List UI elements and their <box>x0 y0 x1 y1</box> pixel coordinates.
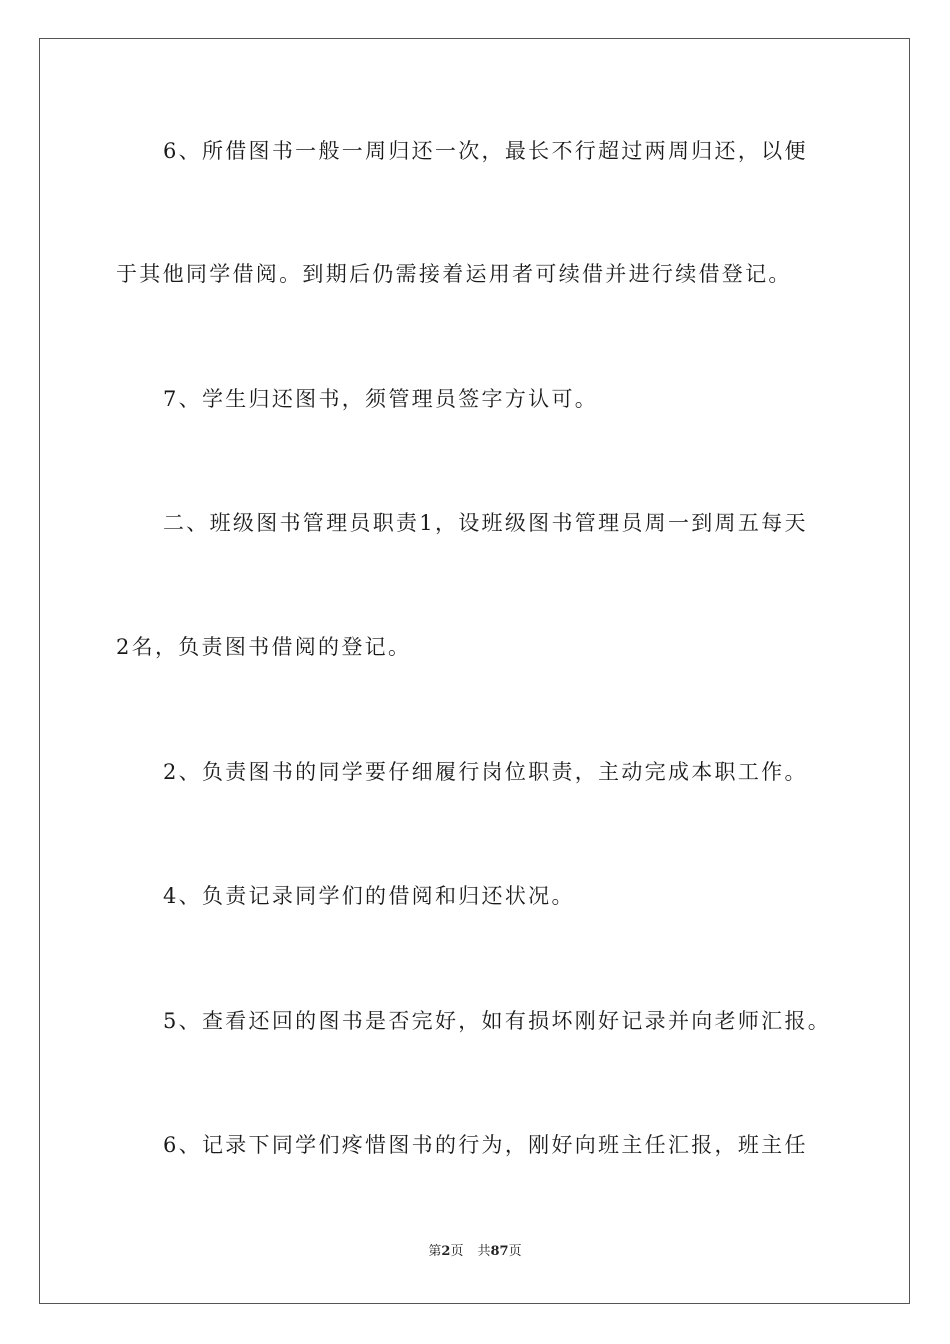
paragraph-line-4: 二、班级图书管理员职责1，设班级图书管理员周一到周五每天 <box>163 511 808 535</box>
paragraph-line-8: 5、查看还回的图书是否完好，如有损坏刚好记录并向老师汇报。 <box>163 1009 832 1033</box>
paragraph-line-9: 6、记录下同学们疼惜图书的行为，刚好向班主任汇报，班主任 <box>163 1133 808 1157</box>
paragraph-line-3: 7、学生归还图书，须管理员签字方认可。 <box>163 387 599 411</box>
page-footer <box>0 1244 950 1260</box>
paragraph-line-6: 2、负责图书的同学要仔细履行岗位职责，主动完成本职工作。 <box>163 760 808 784</box>
total-prefix: 共 <box>477 1244 491 1259</box>
paragraph-line-7: 4、负责记录同学们的借阅和归还状况。 <box>163 884 575 908</box>
total-page-count: 87 <box>490 1244 509 1259</box>
page-prefix: 第 <box>428 1244 442 1259</box>
page-suffix: 页 <box>450 1244 464 1259</box>
paragraph-line-1: 6、所借图书一般一周归还一次，最长不行超过两周归还，以便 <box>163 139 808 163</box>
page-frame <box>39 38 910 1304</box>
current-page-number: 2 <box>441 1244 451 1259</box>
paragraph-line-5: 2名，负责图书借阅的登记。 <box>116 635 412 659</box>
paragraph-line-2: 于其他同学借阅。到期后仍需接着运用者可续借并进行续借登记。 <box>116 262 792 286</box>
total-suffix: 页 <box>508 1244 522 1259</box>
